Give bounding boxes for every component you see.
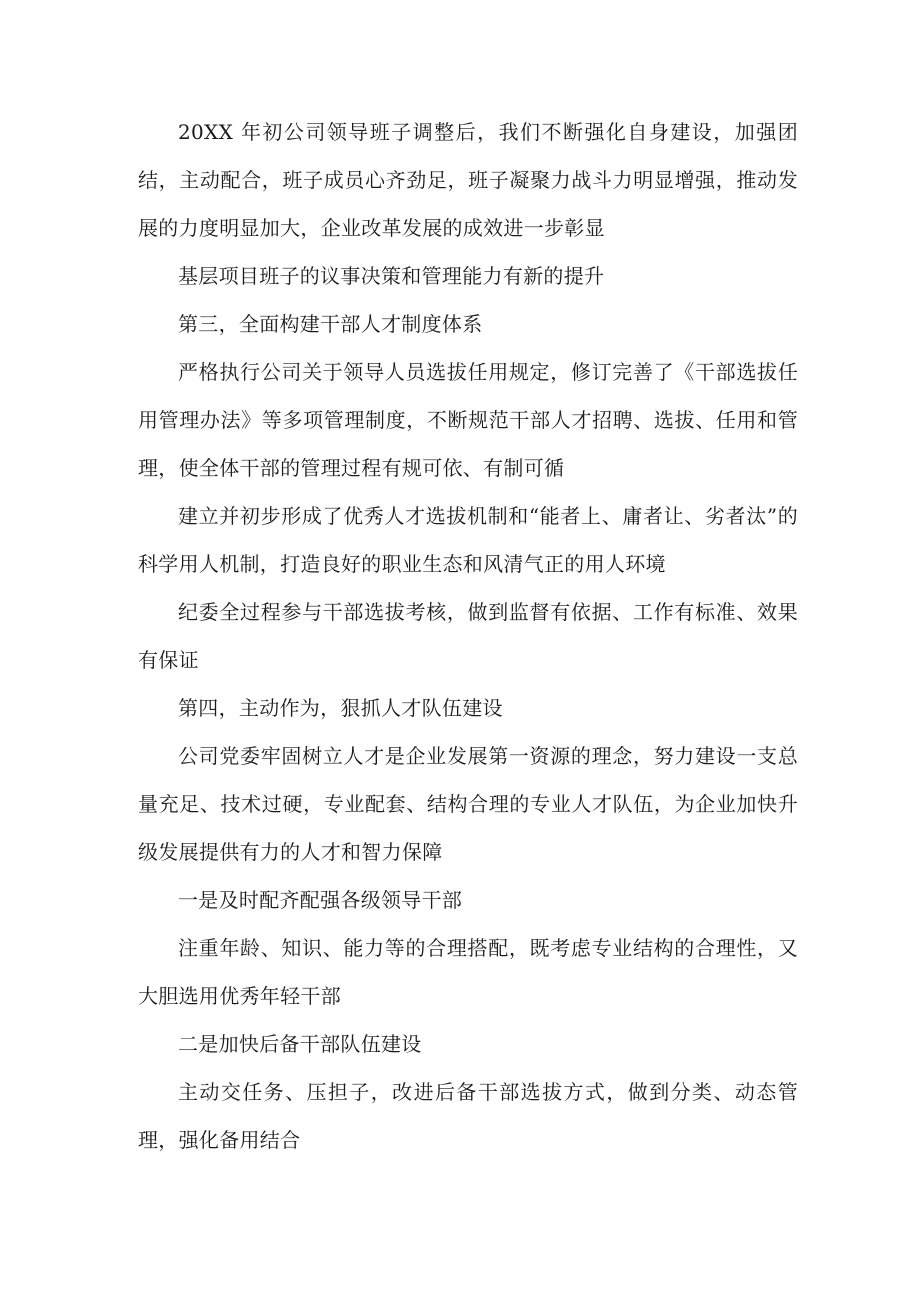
heading-third-point: 第三，全面构建干部人才制度体系 — [178, 312, 483, 336]
paragraph-talent-mechanism: 建立并初步形成了优秀人才选拔机制和“能者上、庸者让、劣者汰”的科学用人机制，打造良好的职业生态和风清气正的用人环境 — [138, 504, 798, 576]
paragraph-reserve-management: 主动交任务、压担子，改进后备干部选拔方式，做到分类、动态管理，强化备用结合 — [138, 1080, 798, 1152]
paragraph-age-knowledge: 注重年龄、知识、能力等的合理搭配，既考虑专业结构的合理性，又大胆选用优秀年轻干部 — [138, 936, 798, 1008]
subheading-reserve-cadres: 二是加快后备干部队伍建设 — [178, 1032, 422, 1056]
paragraph-discipline-oversight: 纪委全过程参与干部选拔考核，做到监督有依据、工作有标准、效果有保证 — [138, 600, 798, 672]
paragraph-leadership-team: 20XX 年初公司领导班子调整后，我们不断强化自身建设，加强团结，主动配合，班子成员心齐劲足，班子凝聚力战斗力明显增强，推动发展的力度明显加大，企业改革发展的成效进一步彰显 — [138, 120, 798, 240]
paragraph-talent-resource: 公司党委牢固树立人才是企业发展第一资源的理念，努力建设一支总量充足、技术过硬，专业配套、结构合理的专业人才队伍，为企业加快升级发展提供有力的人才和智力保障 — [138, 744, 798, 864]
heading-fourth-point: 第四，主动作为，狠抓人才队伍建设 — [178, 696, 503, 720]
subheading-leaders: 一是及时配齐配强各级领导干部 — [178, 888, 463, 912]
paragraph-grassroots-teams: 基层项目班子的议事决策和管理能力有新的提升 — [178, 264, 605, 288]
paragraph-selection-rules: 严格执行公司关于领导人员选拔任用规定，修订完善了《干部选拔任用管理办法》等多项管理制度，不断规范干部人才招聘、选拔、任用和管理，使全体干部的管理过程有规可依、有制可循 — [138, 360, 798, 480]
